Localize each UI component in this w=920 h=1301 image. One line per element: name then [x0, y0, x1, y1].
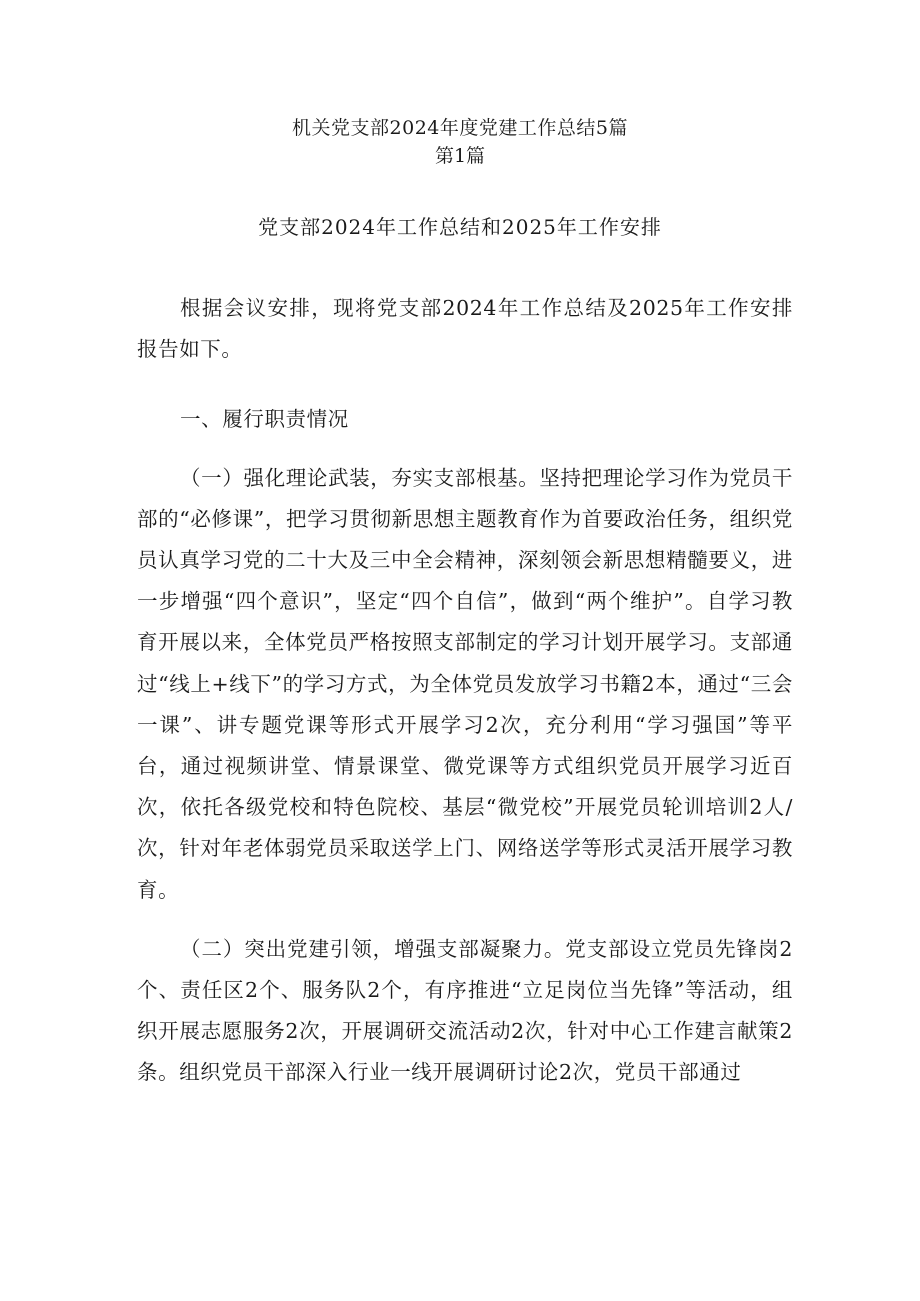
document-subtitle: 第1篇: [434, 145, 486, 167]
article-title: 党支部2024年工作总结和2025年工作安排: [258, 215, 662, 239]
body-paragraph: （二）突出党建引领，增强支部凝聚力。党支部设立党员先锋岗2个、责任区2个、服务队2个，有序推进“立足岗位当先锋”等活动，组织开展志愿服务2次，开展调研交流活动2次，针对中心工作建言献策2条。组织党员干部深入行业一线开展调研讨论2次，党员干部通过: [137, 936, 793, 1085]
body-paragraph: （一）强化理论武装，夯实支部根基。坚持把理论学习作为党员干部的“必修课”，把学习贯彻新思想主题教育作为首要政治任务，组织党员认真学习党的二十大及三中全会精神，深刻领会新思想精髓要义，进一步增强“四个意识”，坚定“四个自信”，做到“两个维护”。自学习教育开展以来，全体党员严格按照支部制定的学习计划开展学习。支部通过“线上+线下”的学习方式，为全体党员发放学习书籍2本，通过“三会一课”、讲专题党课等形式开展学习2次，充分利用“学习强国”等平台，通过视频讲堂、情景课堂、微党课等方式组织党员开展学习近百次，依托各级党校和特色院校、基层“微党校”开展党员轮训培训2人/次，针对年老体弱党员采取送学上门、网络送学等形式灵活开展学习教育。: [137, 465, 793, 902]
document-title: 机关党支部2024年度党建工作总结5篇: [292, 117, 628, 139]
intro-paragraph: 根据会议安排，现将党支部2024年工作总结及2025年工作安排报告如下。: [137, 296, 793, 362]
document-body: [137, 288, 793, 1094]
section-heading: 一、履行职责情况: [180, 407, 349, 432]
